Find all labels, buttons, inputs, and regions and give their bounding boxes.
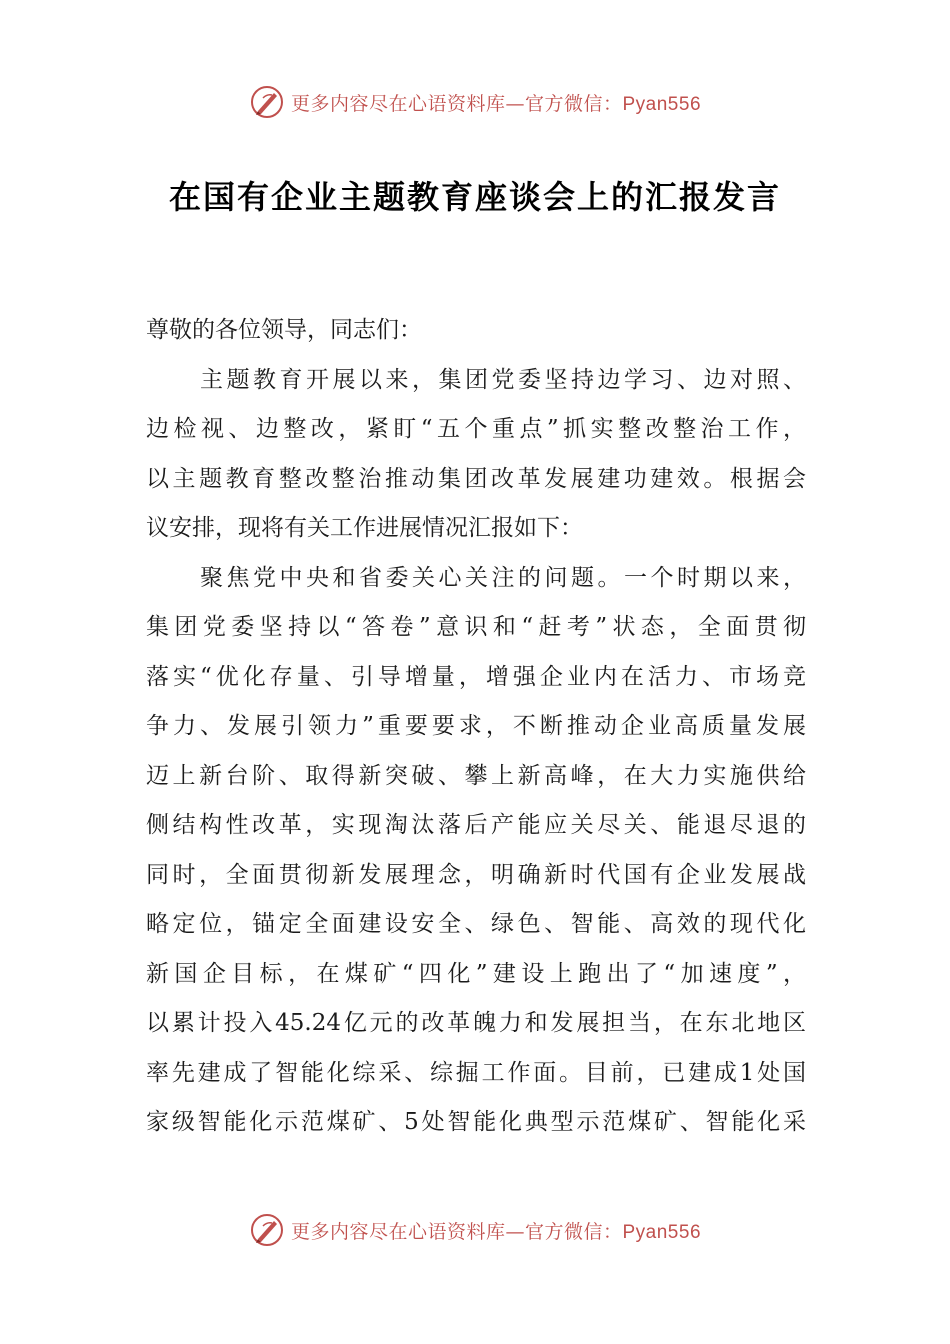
paragraph-line: 争力、发展引领力”重要要求，不断推动企业高质量发展 (146, 713, 806, 739)
paragraph-line: 以主题教育整改整治推动集团改革发展建功建效。根据会 (146, 465, 806, 492)
brand-text: 更多内容尽在心语资料库 (290, 1220, 506, 1243)
document-body (146, 306, 806, 1148)
paragraph-line: 家级智能化示范煤矿、5处智能化典型示范煤矿、智能化采 (146, 1109, 806, 1135)
paragraph-line: 边检视、边整改，紧盯“五个重点”抓实整改整治工作， (146, 416, 806, 442)
paragraph-line: 聚焦党中央和省委关心关注的问题。一个时期以来， (200, 564, 806, 591)
paragraph-line: 同时，全面贯彻新发展理念，明确新时代国有企业发展战 (146, 861, 806, 888)
wechat-label: 官方微信： (524, 1220, 623, 1243)
footer-watermark-banner (0, 1208, 950, 1252)
header-watermark-banner (0, 80, 950, 124)
brand-text: 更多内容尽在心语资料库 (290, 92, 506, 115)
wechat-id: Pyan556 (622, 1221, 702, 1243)
paragraph-line: 议安排，现将有关工作进展情况汇报如下： (146, 515, 583, 541)
wechat-label: 官方微信： (524, 92, 623, 115)
document-title: 在国有企业主题教育座谈会上的汇报发言 (168, 178, 781, 216)
separator: — (505, 92, 525, 115)
paragraph-line: 新国企目标，在煤矿“四化”建设上跑出了“加速度”， (146, 960, 806, 987)
paragraph-line: 主题教育开展以来，集团党委坚持边学习、边对照、 (200, 366, 806, 393)
paragraph-line: 落实“优化存量、引导增量，增强企业内在活力、市场竞 (146, 663, 806, 690)
separator: — (505, 1220, 525, 1243)
wechat-id: Pyan556 (622, 93, 702, 115)
pen-logo-icon (249, 84, 285, 120)
pen-logo-icon (249, 1212, 285, 1248)
watermark-text (291, 89, 701, 116)
paragraph-line: 集团党委坚持以“答卷”意识和“赶考”状态，全面贯彻 (146, 614, 806, 640)
watermark-text (291, 1217, 701, 1244)
paragraph-line: 迈上新台阶、取得新突破、攀上新高峰，在大力实施供给 (146, 762, 806, 789)
paragraph-line: 略定位，锚定全面建设安全、绿色、智能、高效的现代化 (146, 911, 806, 937)
paragraph-line: 率先建成了智能化综采、综掘工作面。目前，已建成1处国 (146, 1059, 806, 1086)
salutation-line: 尊敬的各位领导，同志们： (146, 317, 422, 343)
paragraph-line: 侧结构性改革，实现淘汰落后产能应关尽关、能退尽退的 (146, 812, 806, 838)
paragraph-line: 以累计投入45.24亿元的改革魄力和发展担当，在东北地区 (146, 1010, 806, 1036)
